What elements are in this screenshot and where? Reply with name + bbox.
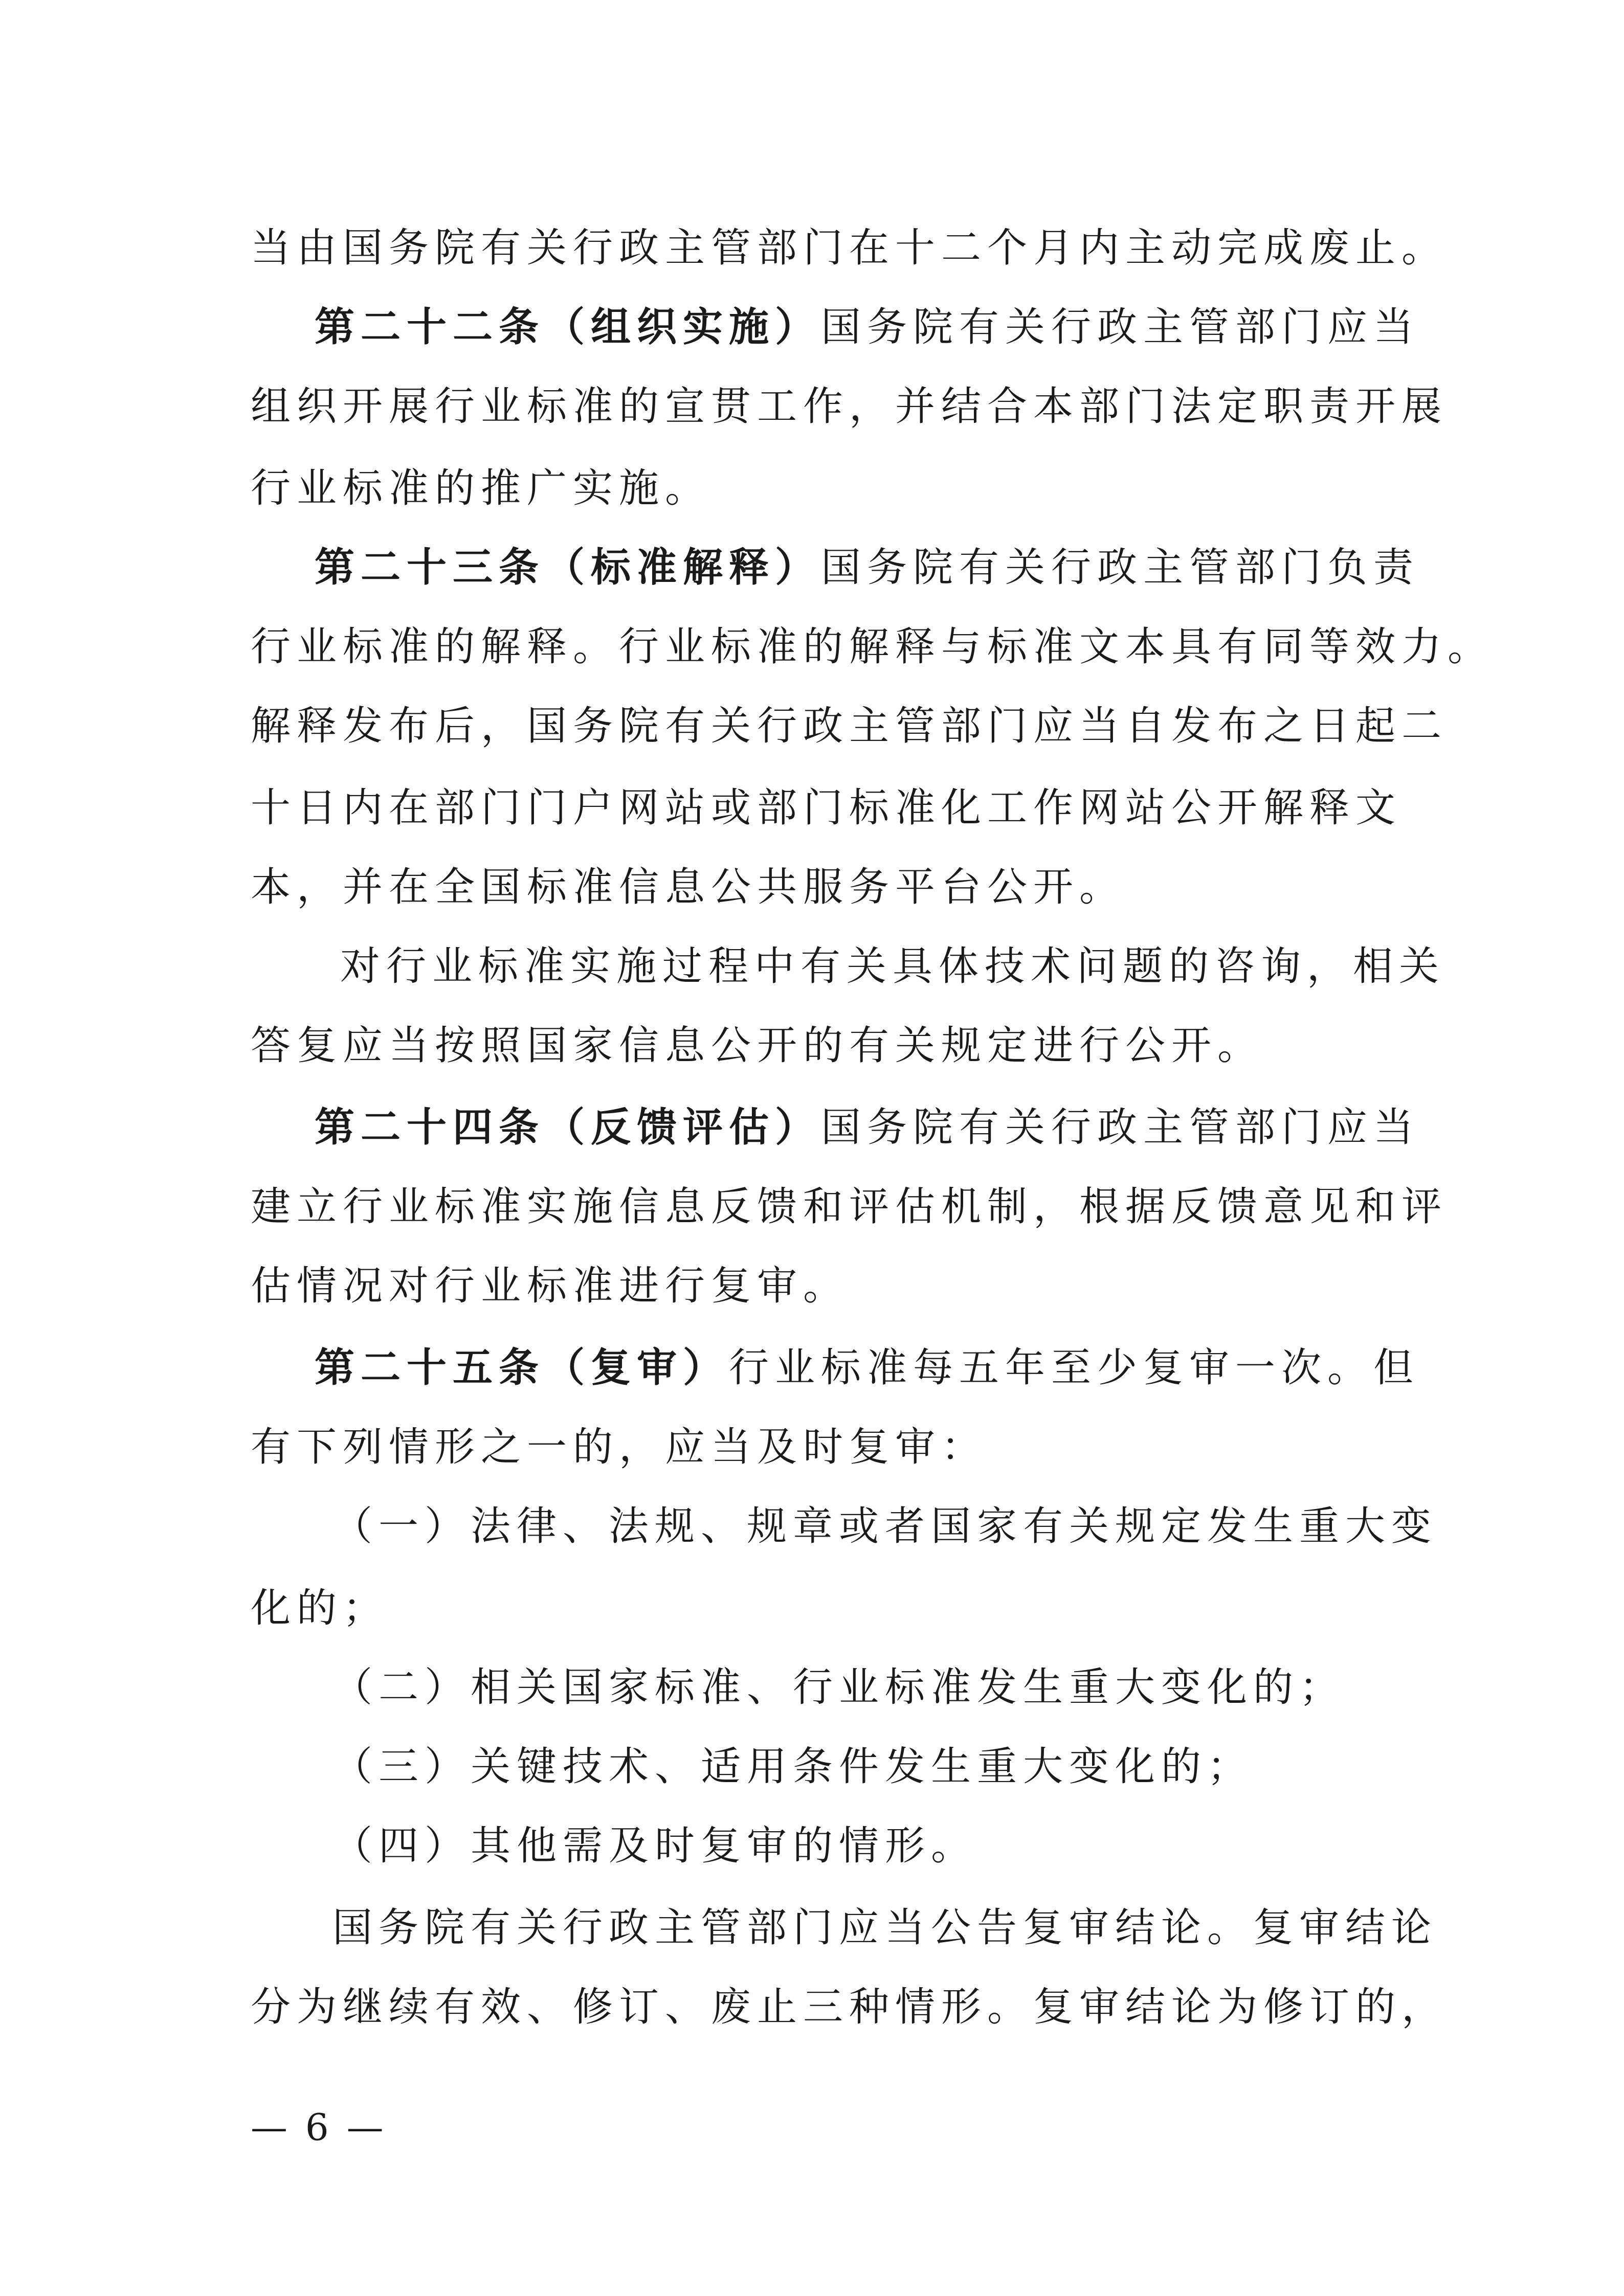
line-text: （四）其他需及时复审的情形。 [332,1823,977,1869]
line-text: 行业标准的推广实施。 [251,465,711,511]
text-line [0,849,1624,926]
line-text: 国务院有关行政主管部门应当 [821,304,1420,350]
article-25-title: 第二十五条（复审） [315,1344,729,1391]
text-line [0,1248,1624,1324]
article-24-title: 第二十四条（反馈评估） [315,1104,821,1151]
text-line [0,210,1624,286]
line-text: 国务院有关行政主管部门负责 [821,545,1420,591]
line-text: 分为继续有效、修订、废止三种情形。复审结论为修订的， [251,1984,1448,2030]
line-text: 组织开展行业标准的宣贯工作，并结合本部门法定职责开展 [251,384,1448,430]
line-text: 十日内在部门门户网站或部门标准化工作网站公开解释文 [251,785,1402,831]
line-text: 本，并在全国标准信息公共服务平台公开。 [251,864,1126,910]
text-line [0,1889,1624,1966]
text-line [0,688,1624,764]
text-line [0,1409,1624,1485]
article-24-heading-line [0,1089,1624,1166]
line-text: 建立行业标准实施信息反馈和评估机制，根据反馈意见和评 [251,1184,1448,1230]
line-text: 对行业标准实施过程中有关具体技术问题的咨询，相关 [340,943,1445,989]
list-item [0,1808,1624,1884]
article-22-heading-line [0,289,1624,366]
line-text: 答复应当按照国家信息公开的有关规定进行公开。 [251,1023,1264,1069]
line-text: （三）关键技术、适用条件发生重大变化的； [332,1744,1254,1790]
text-line [0,1007,1624,1084]
line-text: 行业标准每五年至少复审一次。但 [729,1345,1420,1391]
line-text: （一）法律、法规、规章或者国家有关规定发生重大变 [332,1503,1438,1549]
line-text: 有下列情形之一的，应当及时复审： [251,1424,988,1470]
text-line [0,368,1624,445]
list-item [0,1728,1624,1805]
line-text: 化的； [251,1585,389,1631]
article-23-heading-line [0,529,1624,606]
line-text: 解释发布后，国务院有关行政主管部门应当自发布之日起二 [251,703,1448,749]
text-line [0,450,1624,527]
text-line [0,928,1624,1005]
line-text: 当由国务院有关行政主管部门在十二个月内主动完成废止。 [251,225,1448,271]
line-text: （二）相关国家标准、行业标准发生重大变化的； [332,1664,1346,1710]
text-line [0,1570,1624,1647]
text-line [0,1969,1624,2045]
line-text: 国务院有关行政主管部门应当公告复审结论。复审结论 [332,1905,1438,1951]
line-text: 估情况对行业标准进行复审。 [251,1263,850,1309]
article-22-title: 第二十二条（组织实施） [315,304,821,350]
article-25-heading-line [0,1330,1624,1406]
line-text: 行业标准的解释。行业标准的解释与标准文本具有同等效力。 [251,624,1494,670]
article-23-title: 第二十三条（标准解释） [315,544,821,591]
list-item [0,1649,1624,1726]
list-item [0,1488,1624,1565]
text-line [0,609,1624,685]
text-line [0,770,1624,846]
page-number: — 6 — [251,2106,387,2149]
text-line [0,1168,1624,1245]
line-text: 国务院有关行政主管部门应当 [821,1105,1420,1151]
